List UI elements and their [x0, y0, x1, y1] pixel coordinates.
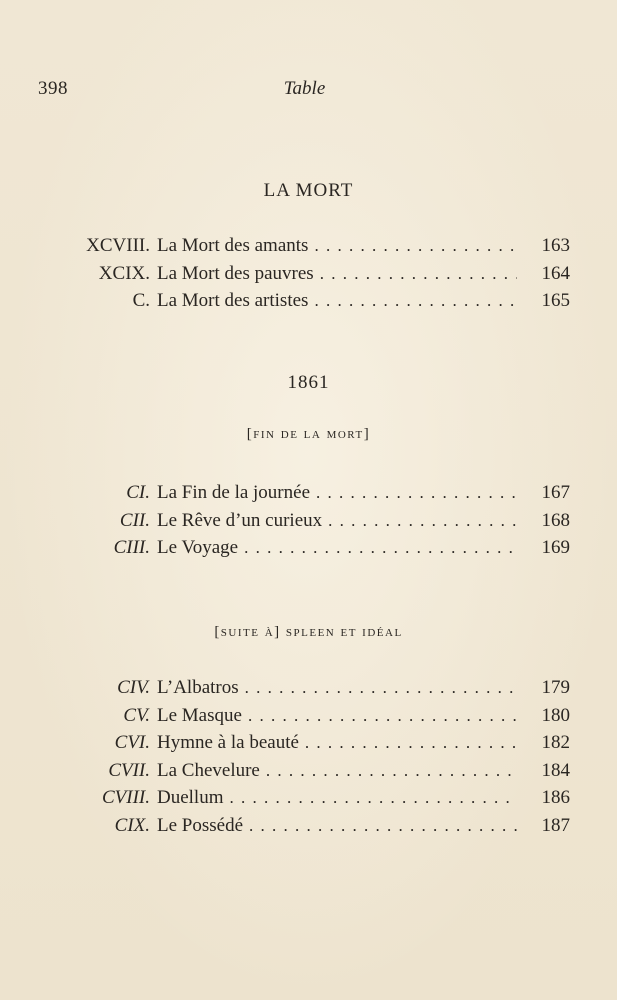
- toc-entry: [0, 537, 617, 565]
- poem-number: CIX.: [114, 814, 150, 836]
- section-subtitle-fin-de-la-mort: [fin de la mort]: [246, 426, 371, 442]
- toc-entry: [0, 705, 617, 733]
- poem-title: Le Rêve d’un curieux: [157, 509, 323, 531]
- leader-dots: [305, 733, 517, 753]
- section-subtitle-spleen-et-ideal: [suite à] spleen et idéal: [214, 624, 403, 640]
- leader-dots: [320, 264, 517, 284]
- poem-number: CVII.: [108, 759, 150, 781]
- poem-title: La Mort des pauvres: [157, 262, 314, 284]
- poem-title: Le Possédé: [157, 814, 244, 836]
- leader-dots: [316, 483, 517, 503]
- poem-number: CVIII.: [101, 787, 150, 808]
- toc-entry: [0, 677, 617, 705]
- poem-page: 164: [541, 262, 570, 284]
- poem-page: 168: [541, 509, 570, 531]
- leader-dots: [248, 706, 517, 726]
- toc-list-la-mort: [0, 235, 617, 318]
- poem-number: CV.: [123, 704, 150, 726]
- toc-list-spleen-et-ideal: [0, 677, 617, 842]
- leader-dots: [314, 236, 517, 256]
- poem-number: CIII.: [113, 537, 150, 558]
- toc-entry: [0, 787, 617, 815]
- leader-dots: [244, 538, 517, 558]
- toc-list-1861: [0, 482, 617, 565]
- running-title-text: Table: [283, 78, 326, 99]
- poem-page: 167: [541, 482, 570, 503]
- toc-entry: [0, 732, 617, 760]
- section-title-1861: 1861: [287, 372, 330, 393]
- toc-entry: [0, 263, 617, 291]
- poem-title: L’Albatros: [157, 677, 239, 698]
- poem-title: Le Masque: [157, 704, 242, 726]
- toc-entry: [0, 510, 617, 538]
- poem-page: 184: [541, 759, 570, 781]
- toc-entry: [0, 290, 617, 318]
- poem-number: CII.: [119, 509, 150, 531]
- poem-page: 163: [541, 235, 570, 256]
- poem-page: 165: [541, 290, 570, 311]
- leader-dots: [328, 511, 517, 531]
- poem-title: Le Voyage: [157, 537, 239, 558]
- poem-number: CIV.: [117, 677, 150, 698]
- toc-entry: [0, 815, 617, 843]
- poem-title: Duellum: [157, 787, 224, 808]
- poem-title: La Mort des amants: [157, 235, 309, 256]
- leader-dots: [245, 678, 517, 698]
- toc-entry: [0, 760, 617, 788]
- poem-title: La Fin de la journée: [157, 482, 311, 503]
- poem-page: 180: [541, 704, 570, 726]
- poem-page: 179: [541, 677, 570, 698]
- leader-dots: [230, 788, 518, 808]
- poem-page: 186: [541, 787, 570, 808]
- poem-number: XCVIII.: [86, 235, 150, 256]
- toc-entry: [0, 235, 617, 263]
- poem-number: CI.: [126, 482, 150, 503]
- poem-number: XCIX.: [98, 262, 150, 284]
- poem-title: La Mort des artistes: [157, 290, 309, 311]
- leader-dots: [314, 291, 517, 311]
- section-title-la-mort: LA MORT: [263, 180, 354, 201]
- poem-page: 187: [541, 814, 570, 836]
- running-title: [0, 78, 617, 100]
- poem-title: La Chevelure: [157, 759, 260, 781]
- toc-entry: [0, 482, 617, 510]
- poem-number: CVI.: [114, 732, 150, 753]
- poem-number: C.: [132, 290, 150, 311]
- poem-title: Hymne à la beauté: [157, 732, 299, 753]
- poem-page: 182: [541, 732, 570, 753]
- leader-dots: [266, 761, 517, 781]
- poem-page: 169: [541, 537, 570, 558]
- page-number: 398: [38, 78, 68, 99]
- leader-dots: [249, 816, 517, 836]
